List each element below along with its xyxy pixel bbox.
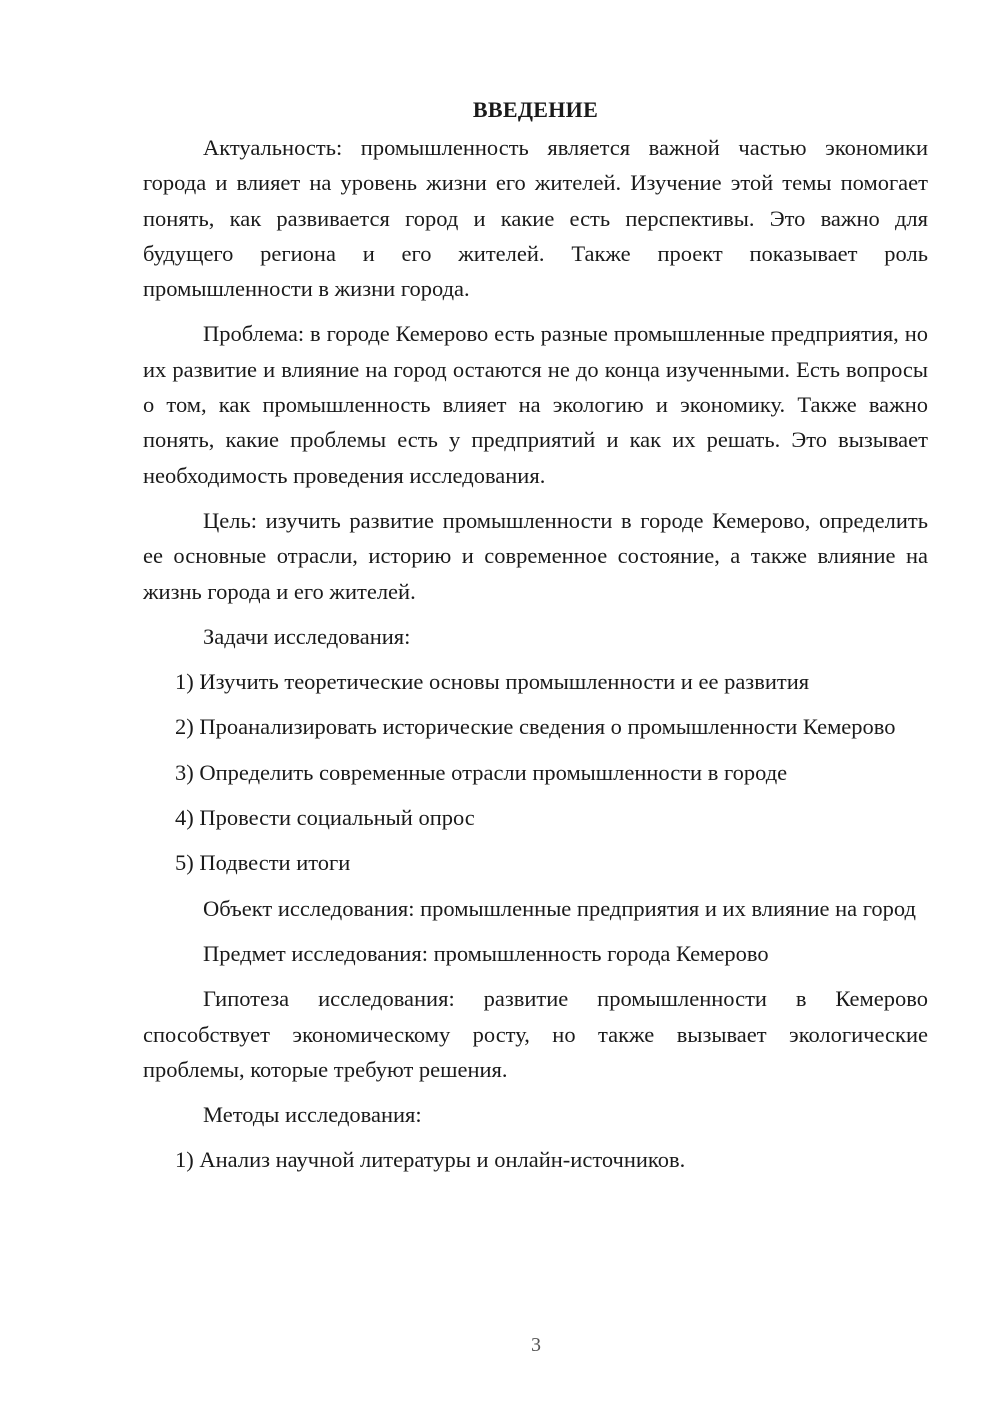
goal-paragraph: Цель: изучить развитие промышленности в городе Кемерово, определить ее основные отрасли, историю и современное состояние, а также влияние на жизнь города и его жителей. — [143, 507, 928, 604]
method-item: 1) Анализ научной литературы и онлайн-источников. — [175, 1147, 686, 1173]
object-paragraph: Объект исследования: промышленные предприятия и их влияние на город — [203, 895, 916, 921]
task-item: 5) Подвести итоги — [175, 850, 351, 876]
relevance-paragraph: Актуальность: промышленность является важной частью экономики города и влияет на уровень жизни его жителей. Изучение этой темы помогает понять, как развивается город и какие есть перспективы. Это важно для будущего региона и его жителей. Также проект показывает роль промышленности в жизни города. — [143, 135, 928, 302]
document-page — [143, 92, 928, 1188]
subject-paragraph: Предмет исследования: промышленность города Кемерово — [203, 940, 769, 966]
tasks-label: Задачи исследования: — [203, 623, 411, 649]
methods-label: Методы исследования: — [203, 1102, 422, 1128]
problem-paragraph: Проблема: в городе Кемерово есть разные промышленные предприятия, но их развитие и влияние на город остаются не до конца изученными. Есть вопросы о том, как промышленность влияет на экологию и экономику. Также важно понять, какие проблемы есть у предприятий и как их решать. Это вызывает необходимость проведения исследования. — [143, 321, 928, 488]
page-number: 3 — [531, 1334, 541, 1356]
task-item: 4) Провести социальный опрос — [175, 805, 475, 831]
task-item: 1) Изучить теоретические основы промышленности и ее развития — [175, 669, 810, 695]
task-item: 3) Определить современные отрасли промышленности в городе — [175, 759, 788, 785]
section-title: ВВЕДЕНИЕ — [472, 97, 599, 122]
task-item: 2) Проанализировать исторические сведения о промышленности Кемерово — [175, 714, 896, 740]
hypothesis-paragraph: Гипотеза исследования: развитие промышленности в Кемерово способствует экономическому росту, но также вызывает экологические проблемы, которые требуют решения. — [143, 986, 928, 1082]
